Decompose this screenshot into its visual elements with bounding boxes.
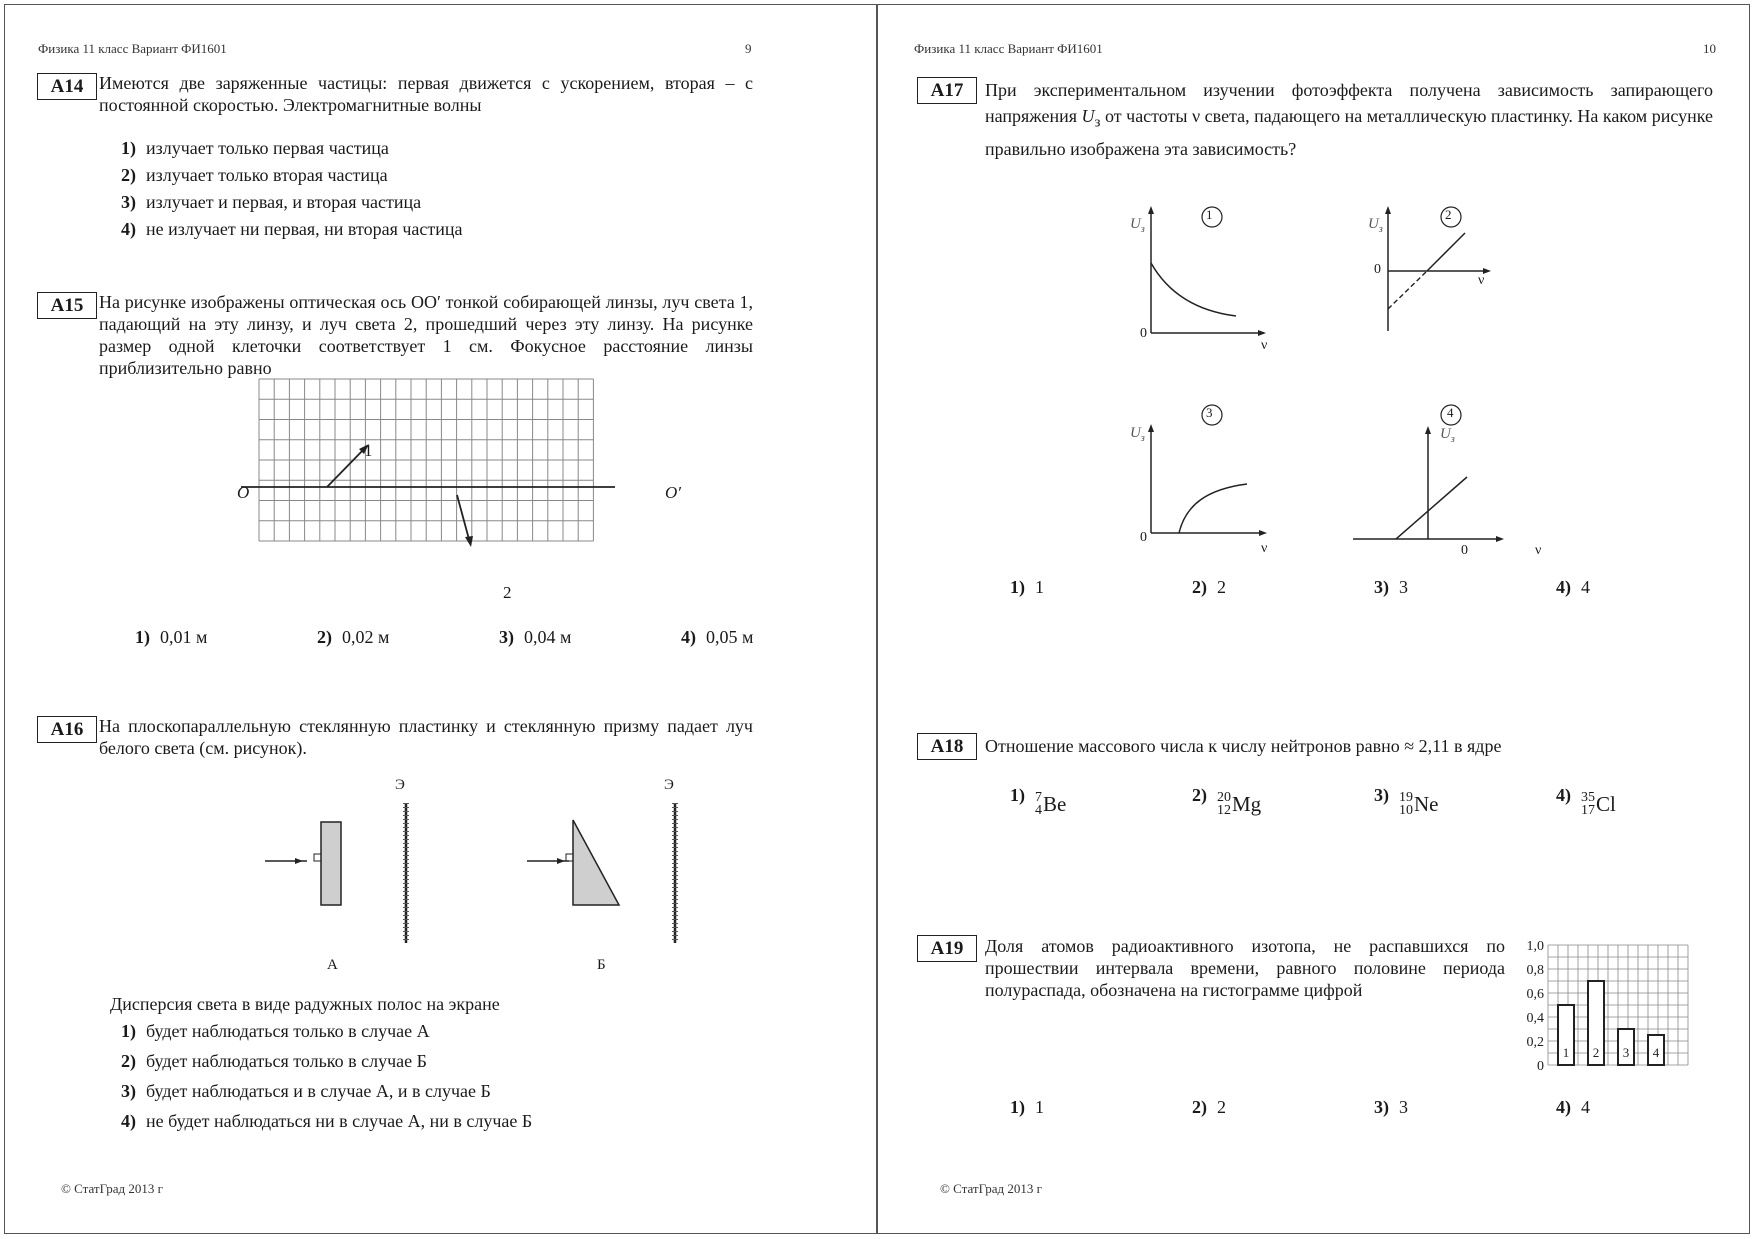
- y-label-letter: U: [1130, 216, 1141, 232]
- option-number: 1): [1010, 577, 1025, 597]
- question-label-a15: A15: [37, 292, 97, 319]
- left-page: [4, 4, 877, 1234]
- question-text-a18: Отношение массового числа к числу нейтронов равно ≈ 2,11 в ядре: [985, 736, 1502, 756]
- graph-3-x-label: ν: [1261, 541, 1268, 556]
- y-tick-label: 0,2: [1526, 1035, 1544, 1050]
- y-label-letter: U: [1440, 426, 1451, 442]
- question-text-a15: На рисунке изображены оптическая ось OO′ тонкой собирающей линзы, луч света 1, падающий на эту линзу, и луч света 2, прошедший через эту линзу. На рисунке размер одной клеточки соответствует 1 см. Фокусное расстояние линзы приблизительно равно: [99, 292, 753, 378]
- option-text: 0,02 м: [342, 627, 390, 647]
- graph-1-zero: 0: [1140, 326, 1147, 341]
- graph-1-curve: [1151, 263, 1236, 316]
- option-a18-1: [1010, 785, 1066, 817]
- graph-3-zero: 0: [1140, 530, 1147, 545]
- question-label-a16: A16: [37, 716, 97, 743]
- axis-label-o-prime: O′: [665, 483, 681, 502]
- graph-2: [1368, 201, 1508, 351]
- option-number: 2): [317, 627, 332, 647]
- page-header: Физика 11 класс Вариант ФИ1601: [914, 41, 1103, 56]
- option-a14-4: [121, 219, 463, 240]
- histogram-bar-label: 1: [1562, 1045, 1570, 1060]
- graph-2-number: 2: [1445, 207, 1452, 222]
- option-text: 0,04 м: [524, 627, 572, 647]
- option-number: 2): [1192, 1097, 1207, 1117]
- option-a14-3: [121, 192, 421, 213]
- option-text: излучает только вторая частица: [146, 165, 388, 185]
- option-number: 2): [1192, 785, 1207, 805]
- option-number: 2): [1192, 577, 1207, 597]
- graph-3: [1136, 399, 1276, 549]
- option-number: 3): [1374, 1097, 1389, 1117]
- y-tick-label: 0,4: [1526, 1011, 1544, 1026]
- case-label-a: А: [327, 957, 338, 973]
- nuclide-numbers: [1035, 791, 1042, 817]
- mass-number: 7: [1035, 790, 1042, 805]
- option-text: будет наблюдаться только в случае Б: [146, 1051, 427, 1071]
- option-text: излучает и первая, и вторая частица: [146, 192, 422, 212]
- option-number: 1): [1010, 1097, 1025, 1117]
- right-page: [877, 4, 1750, 1234]
- option-number: 4): [121, 219, 136, 239]
- nuclide-be: [1035, 791, 1066, 817]
- y-label-sub: з: [1450, 434, 1455, 445]
- graph-3-number: 3: [1206, 405, 1213, 420]
- nuclide-cl: [1581, 791, 1616, 817]
- element-symbol: Mg: [1232, 791, 1262, 816]
- question-text-a17-part2: от частоты ν света, падающего на металлическую пластинку. На каком рисунке правильно изображена эта зависимость?: [985, 106, 1713, 159]
- option-text: 3: [1399, 577, 1408, 597]
- graph-2-x-label: ν: [1478, 273, 1485, 288]
- option-a19-2: [1192, 1097, 1226, 1118]
- question-text-a16: На плоскопараллельную стеклянную пластинку и стеклянную призму падает луч белого света (см. рисунок).: [99, 716, 753, 758]
- glass-prism: [573, 820, 619, 905]
- graph-4-zero: 0: [1461, 543, 1468, 558]
- histogram-ticks: [1527, 939, 1545, 1074]
- graph-1: [1136, 201, 1276, 351]
- graph-3-y-label: [1130, 425, 1145, 444]
- option-number: 4): [1556, 1097, 1571, 1117]
- option-a19-3: [1374, 1097, 1408, 1118]
- graph-4: [1348, 399, 1518, 549]
- graph-4-line: [1396, 477, 1467, 539]
- graph-2-dashed-line: [1388, 271, 1427, 309]
- option-number: 1): [121, 1021, 136, 1041]
- graph-3-x-arrow: [1259, 530, 1267, 536]
- nuclide-numbers: [1399, 791, 1413, 817]
- question-text-a14: Имеются две заряженные частицы: первая движется с ускорением, вторая – с постоянной скоростью. Электромагнитные волны: [99, 73, 753, 115]
- option-a16-4: [121, 1111, 532, 1132]
- nuclide-ne: [1399, 791, 1439, 817]
- option-text: не излучает ни первая, ни вторая частица: [146, 219, 463, 239]
- graph-2-y-label: [1368, 216, 1383, 235]
- normal-mark-a: [314, 854, 321, 861]
- option-a16-1: [121, 1021, 430, 1042]
- nuclide-numbers: [1581, 791, 1595, 817]
- option-number: 4): [1556, 577, 1571, 597]
- charge-number: 10: [1399, 803, 1413, 818]
- graph-3-y-arrow: [1148, 424, 1154, 432]
- option-number: 3): [499, 627, 514, 647]
- mass-number: 20: [1217, 790, 1231, 805]
- option-number: 1): [121, 138, 136, 158]
- ray-2-label: 2: [503, 583, 512, 602]
- option-number: 3): [121, 1081, 136, 1101]
- page-number: 9: [745, 41, 752, 56]
- ray-1: [327, 447, 366, 487]
- option-a19-1: [1010, 1097, 1044, 1118]
- y-label-sub: з: [1140, 224, 1145, 235]
- option-a15-2: [317, 627, 389, 648]
- option-number: 1): [135, 627, 150, 647]
- option-a19-4: [1556, 1097, 1590, 1118]
- option-a18-2: [1192, 785, 1261, 817]
- page-footer: © СтатГрад 2013 г: [940, 1181, 1042, 1196]
- mass-number: 35: [1581, 790, 1595, 805]
- screen-label-a: Э: [395, 777, 405, 793]
- charge-number: 12: [1217, 803, 1231, 818]
- histogram-bar-label: 2: [1592, 1045, 1600, 1060]
- option-a16-3: [121, 1081, 491, 1102]
- ray-1-label: 1: [364, 441, 373, 460]
- incident-ray-a-arrowhead: [295, 858, 303, 864]
- option-a18-3: [1374, 785, 1439, 817]
- y-tick-label: 0: [1537, 1059, 1544, 1074]
- graph-4-y-arrow: [1425, 426, 1431, 434]
- option-number: 3): [1374, 577, 1389, 597]
- question-text-a19: Доля атомов радиоактивного изотопа, не распавшихся по прошествии интервала времени, равного половине периода полураспада, обозначена на гистограмме цифрой: [985, 936, 1505, 1000]
- graph-4-y-label: [1440, 426, 1455, 445]
- option-text: излучает только первая частица: [146, 138, 389, 158]
- graph-1-number: 1: [1206, 207, 1213, 222]
- charge-number: 4: [1035, 803, 1042, 818]
- element-symbol: Cl: [1596, 791, 1616, 816]
- option-a17-2: [1192, 577, 1226, 598]
- y-label-sub: з: [1378, 224, 1383, 235]
- graph-1-x-label: ν: [1261, 338, 1268, 353]
- option-a14-2: [121, 165, 388, 186]
- option-text: 1: [1035, 577, 1044, 597]
- graph-2-line: [1427, 233, 1465, 271]
- graph-1-y-label: [1130, 216, 1145, 235]
- graph-3-curve: [1179, 484, 1247, 533]
- option-number: 4): [121, 1111, 136, 1131]
- lens-grid: [259, 379, 593, 541]
- option-a14-1: [121, 138, 389, 159]
- ray-2: [457, 495, 470, 543]
- option-a17-4: [1556, 577, 1590, 598]
- lens-figure: [233, 377, 625, 549]
- option-a15-3: [499, 627, 571, 648]
- y-tick-label: 0,8: [1526, 963, 1544, 978]
- option-number: 4): [1556, 785, 1571, 805]
- option-text: будет наблюдаться только в случае А: [146, 1021, 430, 1041]
- option-text: не будет наблюдаться ни в случае А, ни в случае Б: [146, 1111, 533, 1131]
- page-header: Физика 11 класс Вариант ФИ1601: [38, 41, 227, 56]
- option-text: 3: [1399, 1097, 1408, 1117]
- option-number: 1): [1010, 785, 1025, 805]
- nuclide-numbers: [1217, 791, 1231, 817]
- y-tick-label: 0,6: [1526, 987, 1544, 1002]
- option-number: 3): [1374, 785, 1389, 805]
- histogram: [1514, 939, 1694, 1075]
- question-subtext-a16: Дисперсия света в виде радужных полос на экране: [110, 994, 500, 1014]
- option-a16-2: [121, 1051, 427, 1072]
- charge-number: 17: [1581, 803, 1595, 818]
- var-u: U: [1081, 106, 1095, 126]
- nuclide-mg: [1217, 791, 1261, 817]
- option-text: 2: [1217, 577, 1226, 597]
- graph-2-y-arrow: [1385, 206, 1391, 214]
- option-a18-4: [1556, 785, 1616, 817]
- question-label-a14: A14: [37, 73, 97, 100]
- y-label-letter: U: [1130, 425, 1141, 441]
- option-a17-1: [1010, 577, 1044, 598]
- graph-4-x-label: ν: [1535, 543, 1542, 558]
- graph-4-number: 4: [1447, 405, 1454, 420]
- case-label-b: Б: [597, 957, 606, 973]
- question-text-a17-part1: При экспериментальном изучении фотоэффекта получена зависимость запирающего напряжения: [985, 80, 1713, 126]
- mass-number: 19: [1399, 790, 1413, 805]
- histogram-bar-label: 3: [1622, 1045, 1630, 1060]
- option-text: 1: [1035, 1097, 1044, 1117]
- page-footer: © СтатГрад 2013 г: [61, 1181, 163, 1196]
- option-text: 4: [1581, 577, 1590, 597]
- y-tick-label: 1,0: [1526, 939, 1544, 954]
- option-text: 4: [1581, 1097, 1590, 1117]
- graph-2-zero: 0: [1374, 262, 1381, 277]
- graph-1-x-arrow: [1258, 330, 1266, 336]
- glass-plate: [321, 822, 341, 905]
- option-a17-3: [1374, 577, 1408, 598]
- option-a15-4: [681, 627, 753, 648]
- page-number: 10: [1703, 41, 1716, 56]
- question-text-a17: [985, 77, 1713, 162]
- y-label-letter: U: [1368, 216, 1379, 232]
- histogram-bar-label: 4: [1652, 1045, 1660, 1060]
- element-symbol: Be: [1043, 791, 1067, 816]
- incident-ray-b-arrowhead: [557, 858, 565, 864]
- option-text: 0,01 м: [160, 627, 208, 647]
- normal-mark-b: [566, 854, 573, 861]
- screen-label-b: Э: [664, 777, 674, 793]
- graph-1-y-arrow: [1148, 206, 1154, 214]
- question-label-a17: A17: [917, 77, 977, 104]
- y-label-sub: з: [1140, 433, 1145, 444]
- graph-4-x-arrow: [1496, 536, 1504, 542]
- option-a15-1: [135, 627, 207, 648]
- option-text: 2: [1217, 1097, 1226, 1117]
- question-label-a18: A18: [917, 733, 977, 760]
- axis-label-o: O: [237, 483, 250, 502]
- question-label-a19: A19: [917, 935, 977, 962]
- var-u-sub: з: [1094, 114, 1101, 131]
- option-text: 0,05 м: [706, 627, 754, 647]
- option-text: будет наблюдаться и в случае А, и в случае Б: [146, 1081, 491, 1101]
- option-number: 2): [121, 1051, 136, 1071]
- option-number: 2): [121, 165, 136, 185]
- element-symbol: Ne: [1414, 791, 1439, 816]
- dispersion-figure: [265, 775, 705, 955]
- option-number: 3): [121, 192, 136, 212]
- option-number: 4): [681, 627, 696, 647]
